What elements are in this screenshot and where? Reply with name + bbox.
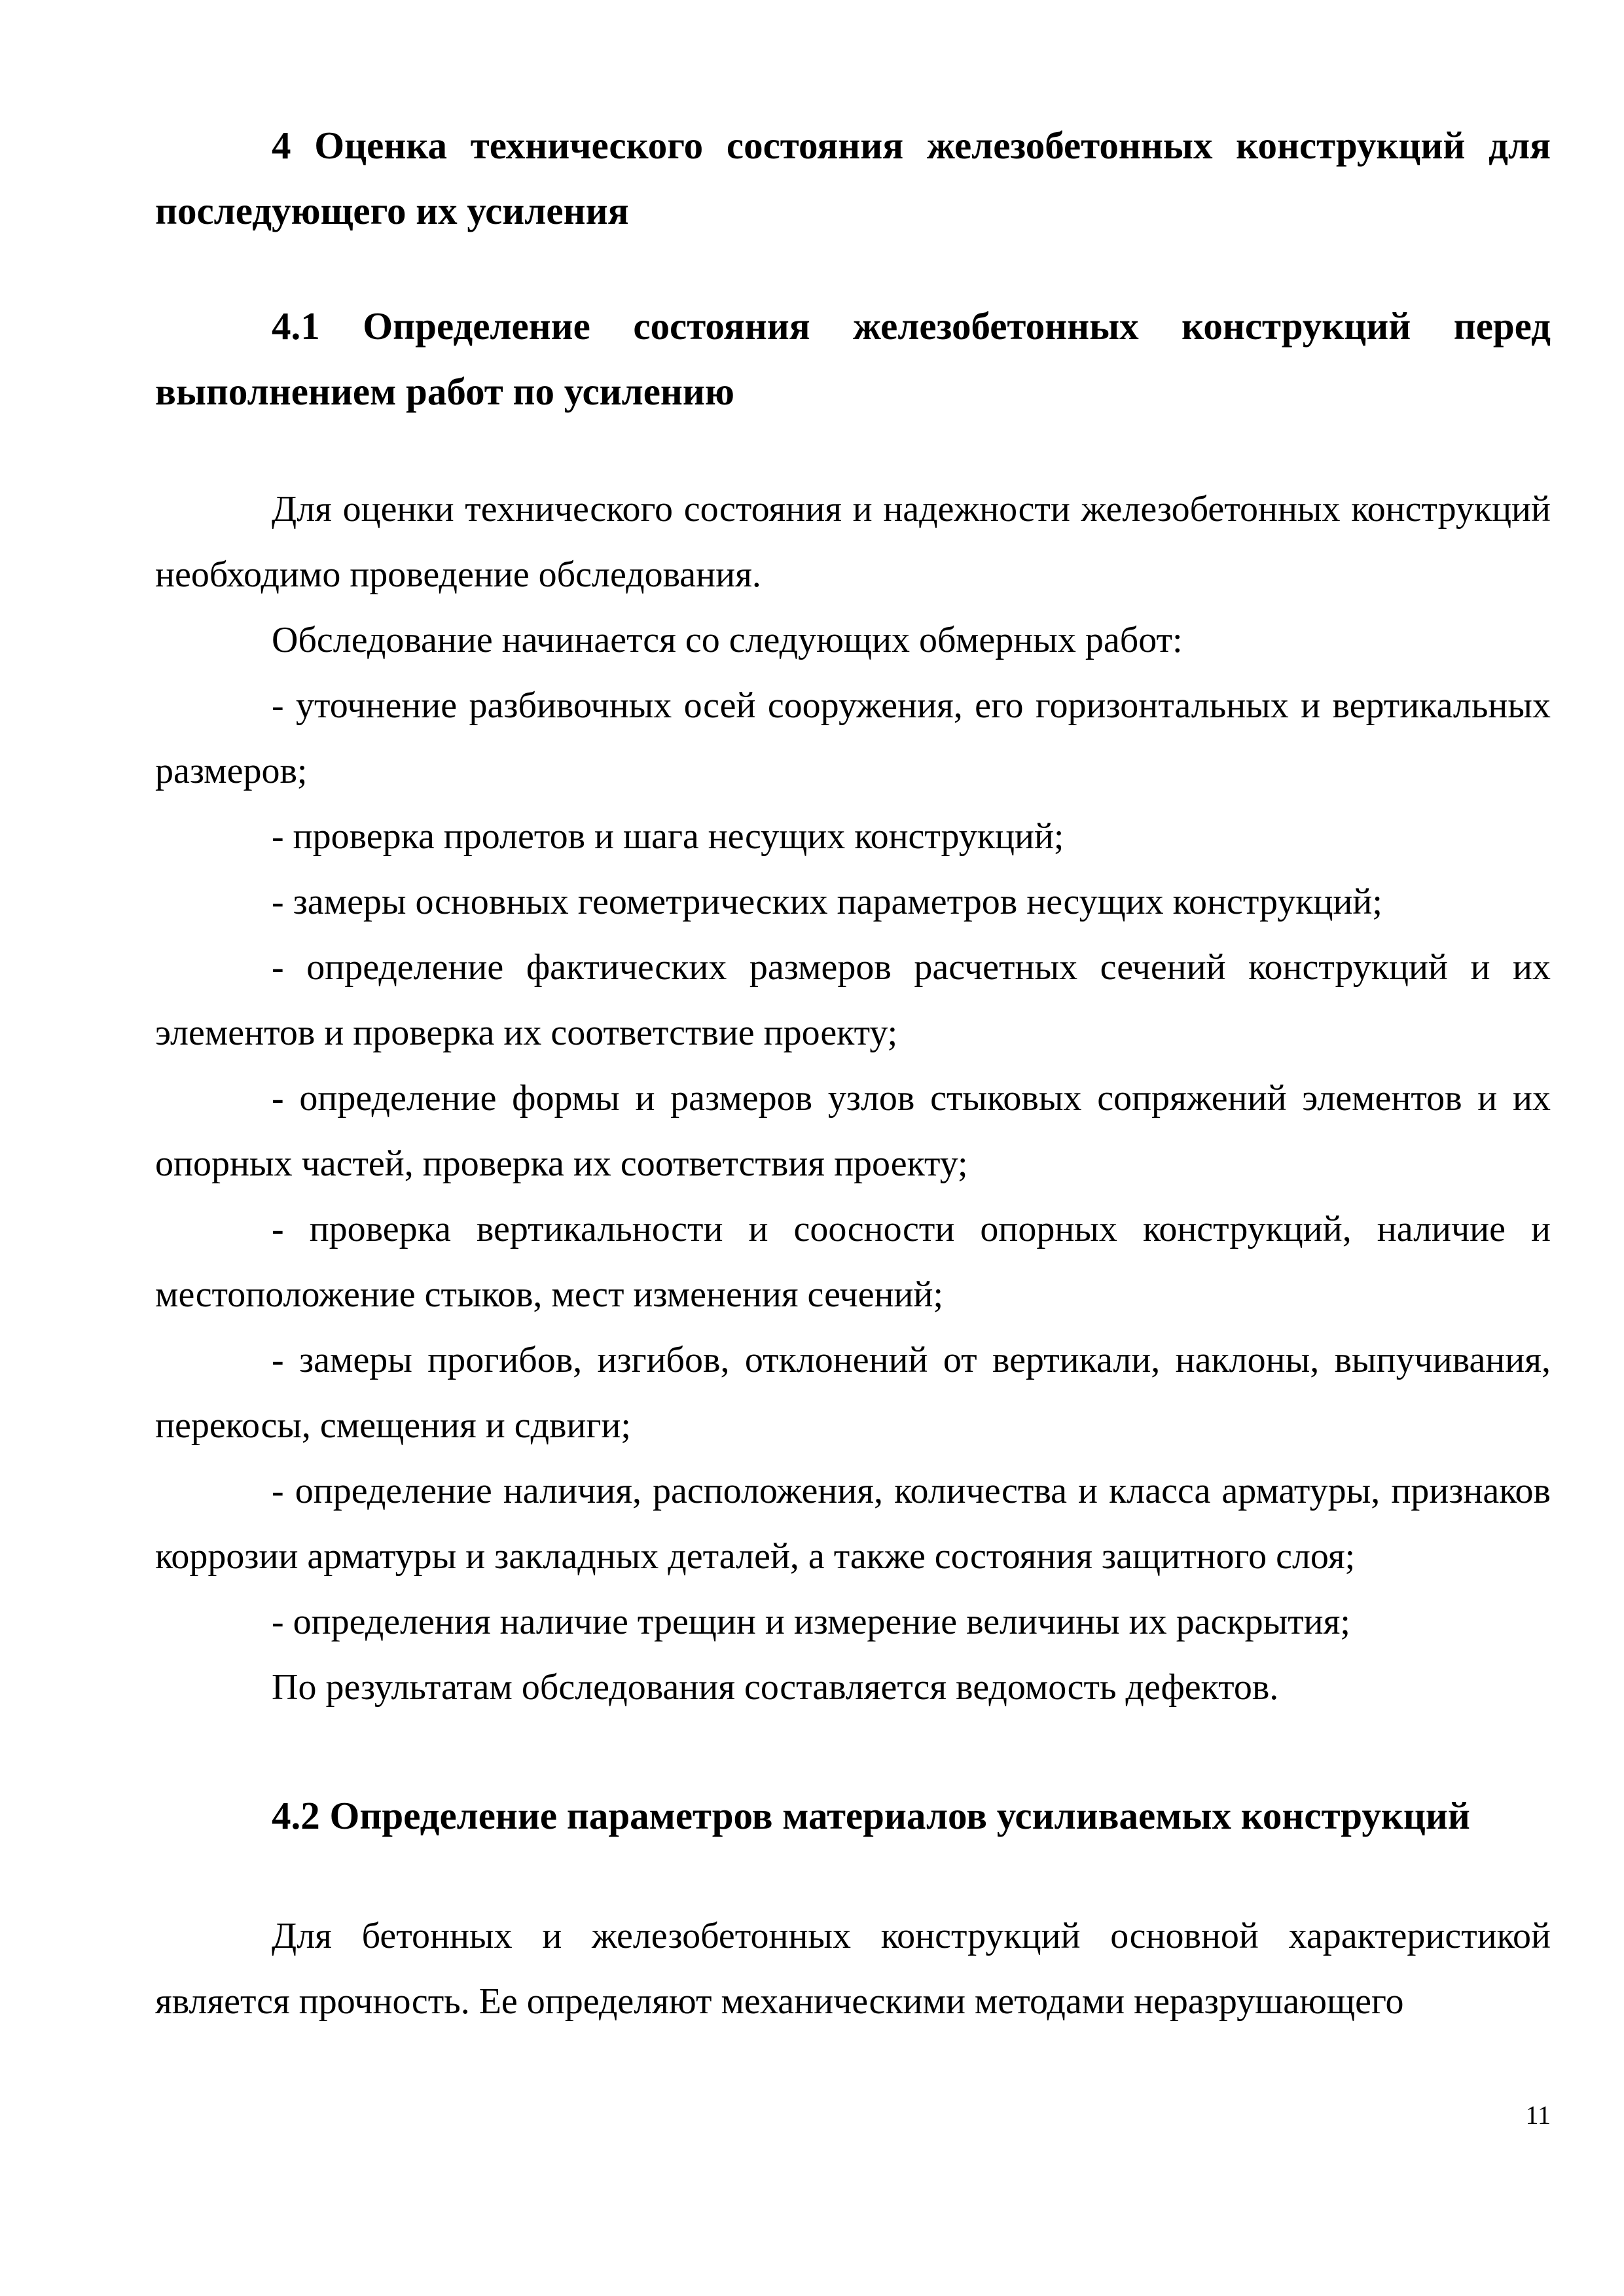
list-item: - определение наличия, расположения, количества и класса арматуры, признаков коррозии арматуры и закладных деталей, а также состояния защитного слоя; xyxy=(155,1471,1551,1577)
paragraph: Для оценки технического состояния и надежности железобетонных конструкций необходимо проведение обследования. xyxy=(155,489,1551,595)
chapter-heading: 4 Оценка технического состояния железобетонных конструкций для последующего их усиления xyxy=(155,124,1551,232)
paragraph: Для бетонных и железобетонных конструкций основной характеристикой является прочность. Ее определяют механическими методами неразрушающего xyxy=(155,1916,1551,2022)
section-heading-4-2: 4.2 Определение параметров материалов усиливаемых конструкций xyxy=(272,1794,1470,1837)
page-number: 11 xyxy=(1525,2100,1551,2130)
section-heading-4-1: 4.1 Определение состояния железобетонных конструкций перед выполнением работ по усилению xyxy=(155,304,1551,413)
list-item: - проверка вертикальности и соосности опорных конструкций, наличие и местоположение стыков, мест изменения сечений; xyxy=(155,1209,1551,1315)
paragraph: По результатам обследования составляется ведомость дефектов. xyxy=(272,1667,1279,1708)
paragraph: Обследование начинается со следующих обмерных работ: xyxy=(272,620,1183,660)
list-item: - замеры основных геометрических параметров несущих конструкций; xyxy=(272,882,1382,922)
list-item: - замеры прогибов, изгибов, отклонений от вертикали, наклоны, выпучивания, перекосы, смещения и сдвиги; xyxy=(155,1340,1551,1446)
list-item: - проверка пролетов и шага несущих конструкций; xyxy=(272,816,1064,857)
list-item: - определения наличие трещин и измерение величины их раскрытия; xyxy=(272,1602,1350,1642)
list-item: - уточнение разбивочных осей сооружения, его горизонтальных и вертикальных размеров; xyxy=(155,685,1551,791)
list-item: - определение формы и размеров узлов стыковых сопряжений элементов и их опорных частей, проверка их соответствия проекту; xyxy=(155,1078,1551,1184)
page-content xyxy=(155,113,1551,2034)
list-item: - определение фактических размеров расчетных сечений конструкций и их элементов и проверка их соответствие проекту; xyxy=(155,947,1551,1053)
